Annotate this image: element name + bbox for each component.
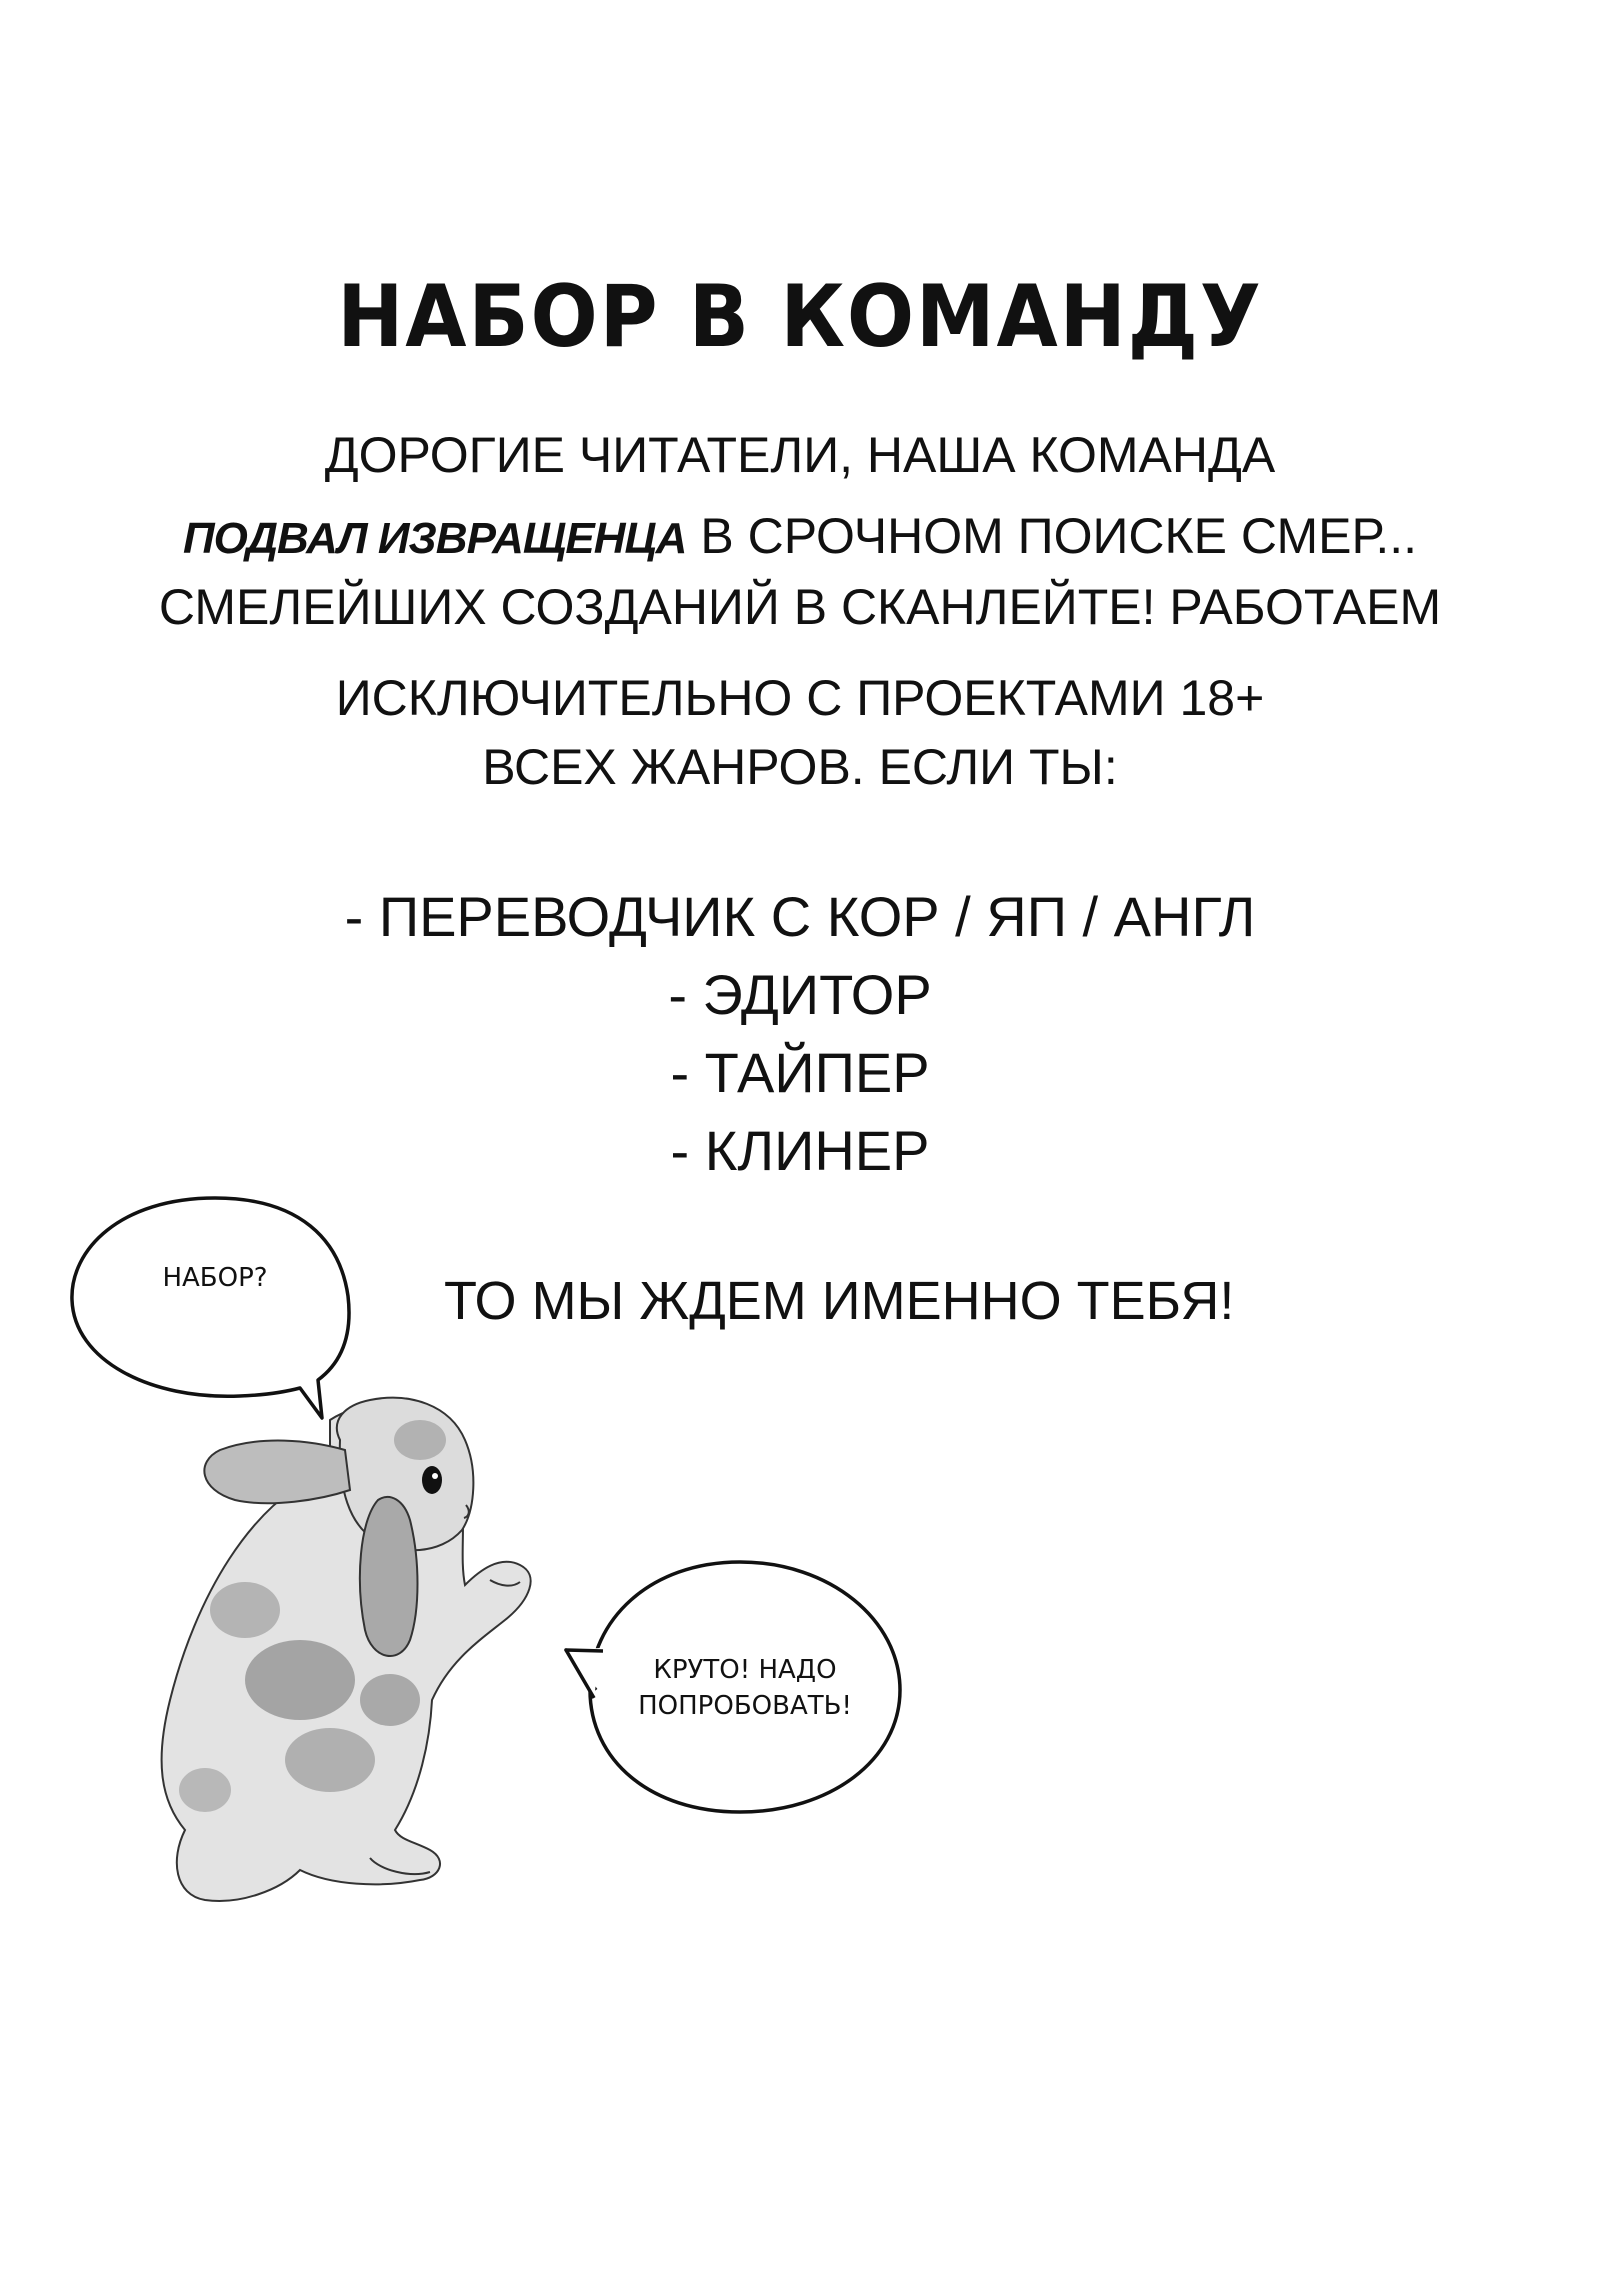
rabbit-eye xyxy=(422,1466,442,1494)
role-cleaner: - КЛИНЕР xyxy=(670,1119,930,1182)
role-editor: - ЭДИТОР xyxy=(668,963,932,1026)
closing-text: ТО МЫ ЖДЕМ ИМЕННО ТЕБЯ! xyxy=(444,1271,1235,1331)
speech-bubble-right-line-1: КРУТО! НАДО xyxy=(653,1655,837,1685)
speech-bubble-left-text: НАБОР? xyxy=(162,1263,268,1293)
page-title: НАБОР В КОМАНДУ xyxy=(337,267,1263,367)
speech-bubble-left xyxy=(72,1198,349,1418)
intro-line-2-rest: В СРОЧНОМ ПОИСКЕ СМЕР... xyxy=(700,508,1418,564)
intro-line-5: ВСЕХ ЖАНРОВ. ЕСЛИ ТЫ: xyxy=(482,739,1118,795)
intro-line-1: ДОРОГИЕ ЧИТАТЕЛИ, НАША КОМАНДА xyxy=(324,427,1276,483)
speech-bubble-right-line-2: ПОПРОБОВАТЬ! xyxy=(638,1691,852,1721)
intro-line-4: ИСКЛЮЧИТЕЛЬНО С ПРОЕКТАМИ 18+ xyxy=(335,670,1265,726)
role-typer: - ТАЙПЕР xyxy=(670,1041,930,1104)
team-name: ПОДВАЛ ИЗВРАЩЕНЦА xyxy=(182,514,687,563)
role-translator: - ПЕРЕВОДЧИК С КОР / ЯП / АНГЛ xyxy=(344,885,1256,948)
speech-bubble-right-text xyxy=(600,1652,890,1724)
rabbit-illustration xyxy=(162,1398,531,1901)
intro-line-3: СМЕЛЕЙШИХ СОЗДАНИЙ В СКАНЛЕЙТЕ! РАБОТАЕМ xyxy=(158,579,1442,635)
